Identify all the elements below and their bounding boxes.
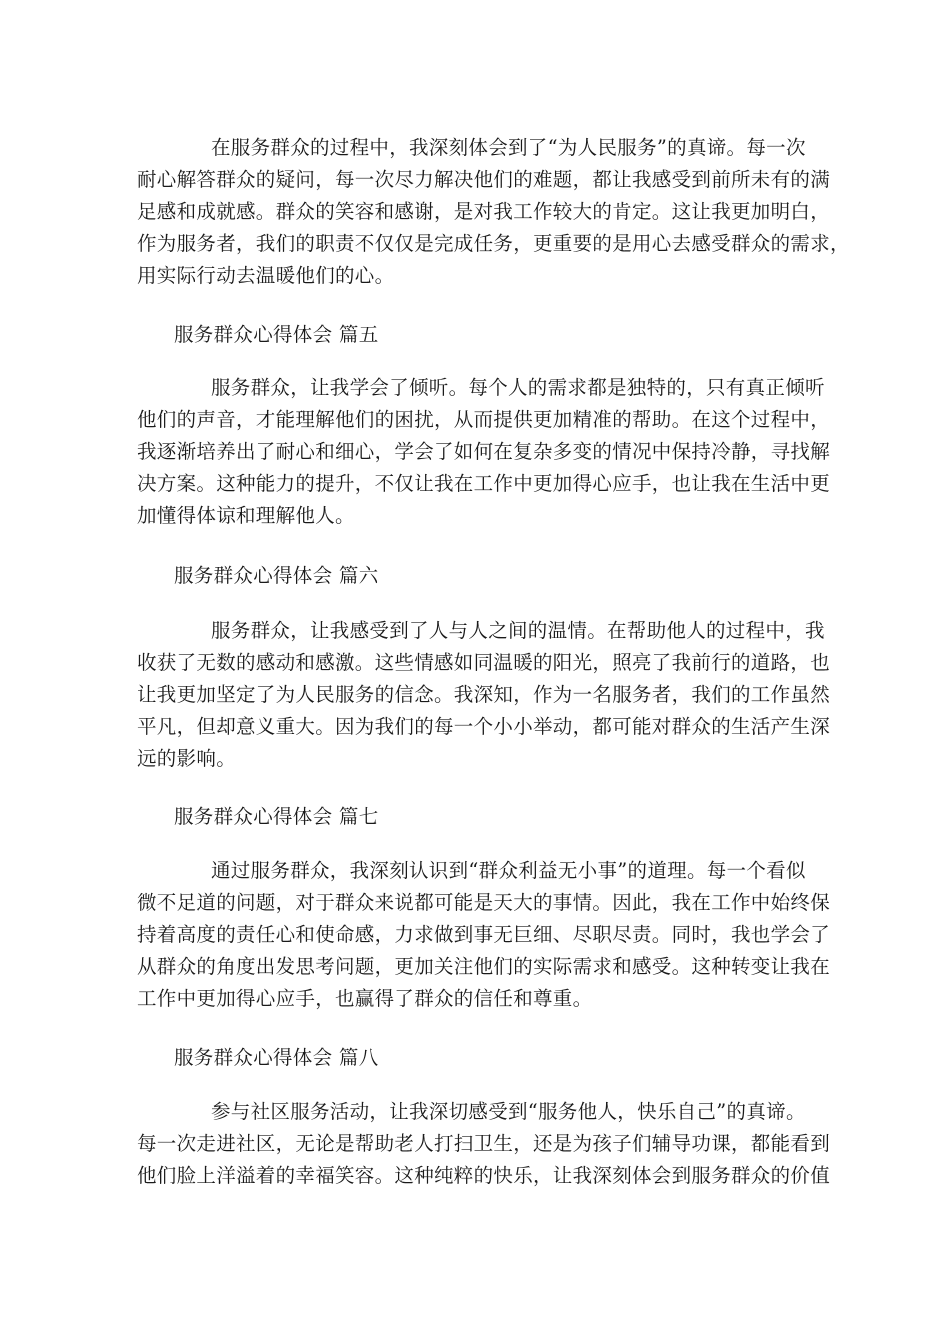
paragraph-line: 微不足道的问题，对于群众来说都可能是天大的事情。因此，我在工作中始终保 bbox=[137, 891, 831, 914]
paragraph-line: 我逐渐培养出了耐心和细心，学会了如何在复杂多变的情况中保持冷静，寻找解 bbox=[137, 440, 831, 463]
paragraph-7 bbox=[137, 855, 831, 1015]
paragraph-line: 工作中更加得心应手，也赢得了群众的信任和尊重。 bbox=[137, 987, 593, 1010]
section-heading-8: 服务群众心得体会 篇八 bbox=[174, 1046, 379, 1069]
paragraph-5 bbox=[137, 372, 831, 532]
paragraph-line: 每一次走进社区，无论是帮助老人打扫卫生，还是为孩子们辅导功课，都能看到 bbox=[137, 1132, 831, 1155]
paragraph-line: 加懂得体谅和理解他人。 bbox=[137, 504, 355, 527]
section-heading-6: 服务群众心得体会 篇六 bbox=[174, 564, 379, 587]
paragraph-line: 作为服务者，我们的职责不仅仅是完成任务，更重要的是用心去感受群众的需求， bbox=[137, 232, 850, 255]
section-heading-5: 服务群众心得体会 篇五 bbox=[174, 323, 379, 346]
paragraph-line: 在服务群众的过程中，我深刻体会到了“为人民服务”的真谛。每一次 bbox=[211, 136, 806, 159]
paragraph-line: 持着高度的责任心和使命感，力求做到事无巨细、尽职尽责。同时，我也学会了 bbox=[137, 923, 831, 946]
paragraph-1 bbox=[137, 132, 850, 292]
paragraph-line: 足感和成就感。群众的笑容和感谢，是对我工作较大的肯定。这让我更加明白， bbox=[137, 200, 831, 223]
paragraph-line: 让我更加坚定了为人民服务的信念。我深知，作为一名服务者，我们的工作虽然 bbox=[137, 683, 831, 706]
paragraph-line: 服务群众，让我学会了倾听。每个人的需求都是独特的，只有真正倾听 bbox=[211, 376, 825, 399]
paragraph-line: 耐心解答群众的疑问，每一次尽力解决他们的难题，都让我感受到前所未有的满 bbox=[137, 168, 831, 191]
paragraph-line: 决方案。这种能力的提升，不仅让我在工作中更加得心应手，也让我在生活中更 bbox=[137, 472, 831, 495]
section-heading-7: 服务群众心得体会 篇七 bbox=[174, 805, 379, 828]
paragraph-line: 从群众的角度出发思考问题，更加关注他们的实际需求和感受。这种转变让我在 bbox=[137, 955, 831, 978]
paragraph-line: 用实际行动去温暖他们的心。 bbox=[137, 264, 395, 287]
paragraph-line: 他们脸上洋溢着的幸福笑容。这种纯粹的快乐，让我深刻体会到服务群众的价值 bbox=[137, 1164, 831, 1187]
paragraph-6 bbox=[137, 615, 831, 775]
paragraph-line: 收获了无数的感动和感激。这些情感如同温暖的阳光，照亮了我前行的道路，也 bbox=[137, 651, 831, 674]
paragraph-line: 参与社区服务活动，让我深切感受到“服务他人，快乐自己”的真谛。 bbox=[211, 1100, 806, 1123]
paragraph-line: 通过服务群众，我深刻认识到“群众利益无小事”的道理。每一个看似 bbox=[211, 859, 806, 882]
paragraph-line: 他们的声音，才能理解他们的困扰，从而提供更加精准的帮助。在这个过程中， bbox=[137, 408, 831, 431]
paragraph-8 bbox=[137, 1096, 831, 1192]
paragraph-line: 平凡，但却意义重大。因为我们的每一个小小举动，都可能对群众的生活产生深 bbox=[137, 715, 831, 738]
paragraph-line: 远的影响。 bbox=[137, 747, 237, 770]
paragraph-line: 服务群众，让我感受到了人与人之间的温情。在帮助他人的过程中，我 bbox=[211, 619, 825, 642]
